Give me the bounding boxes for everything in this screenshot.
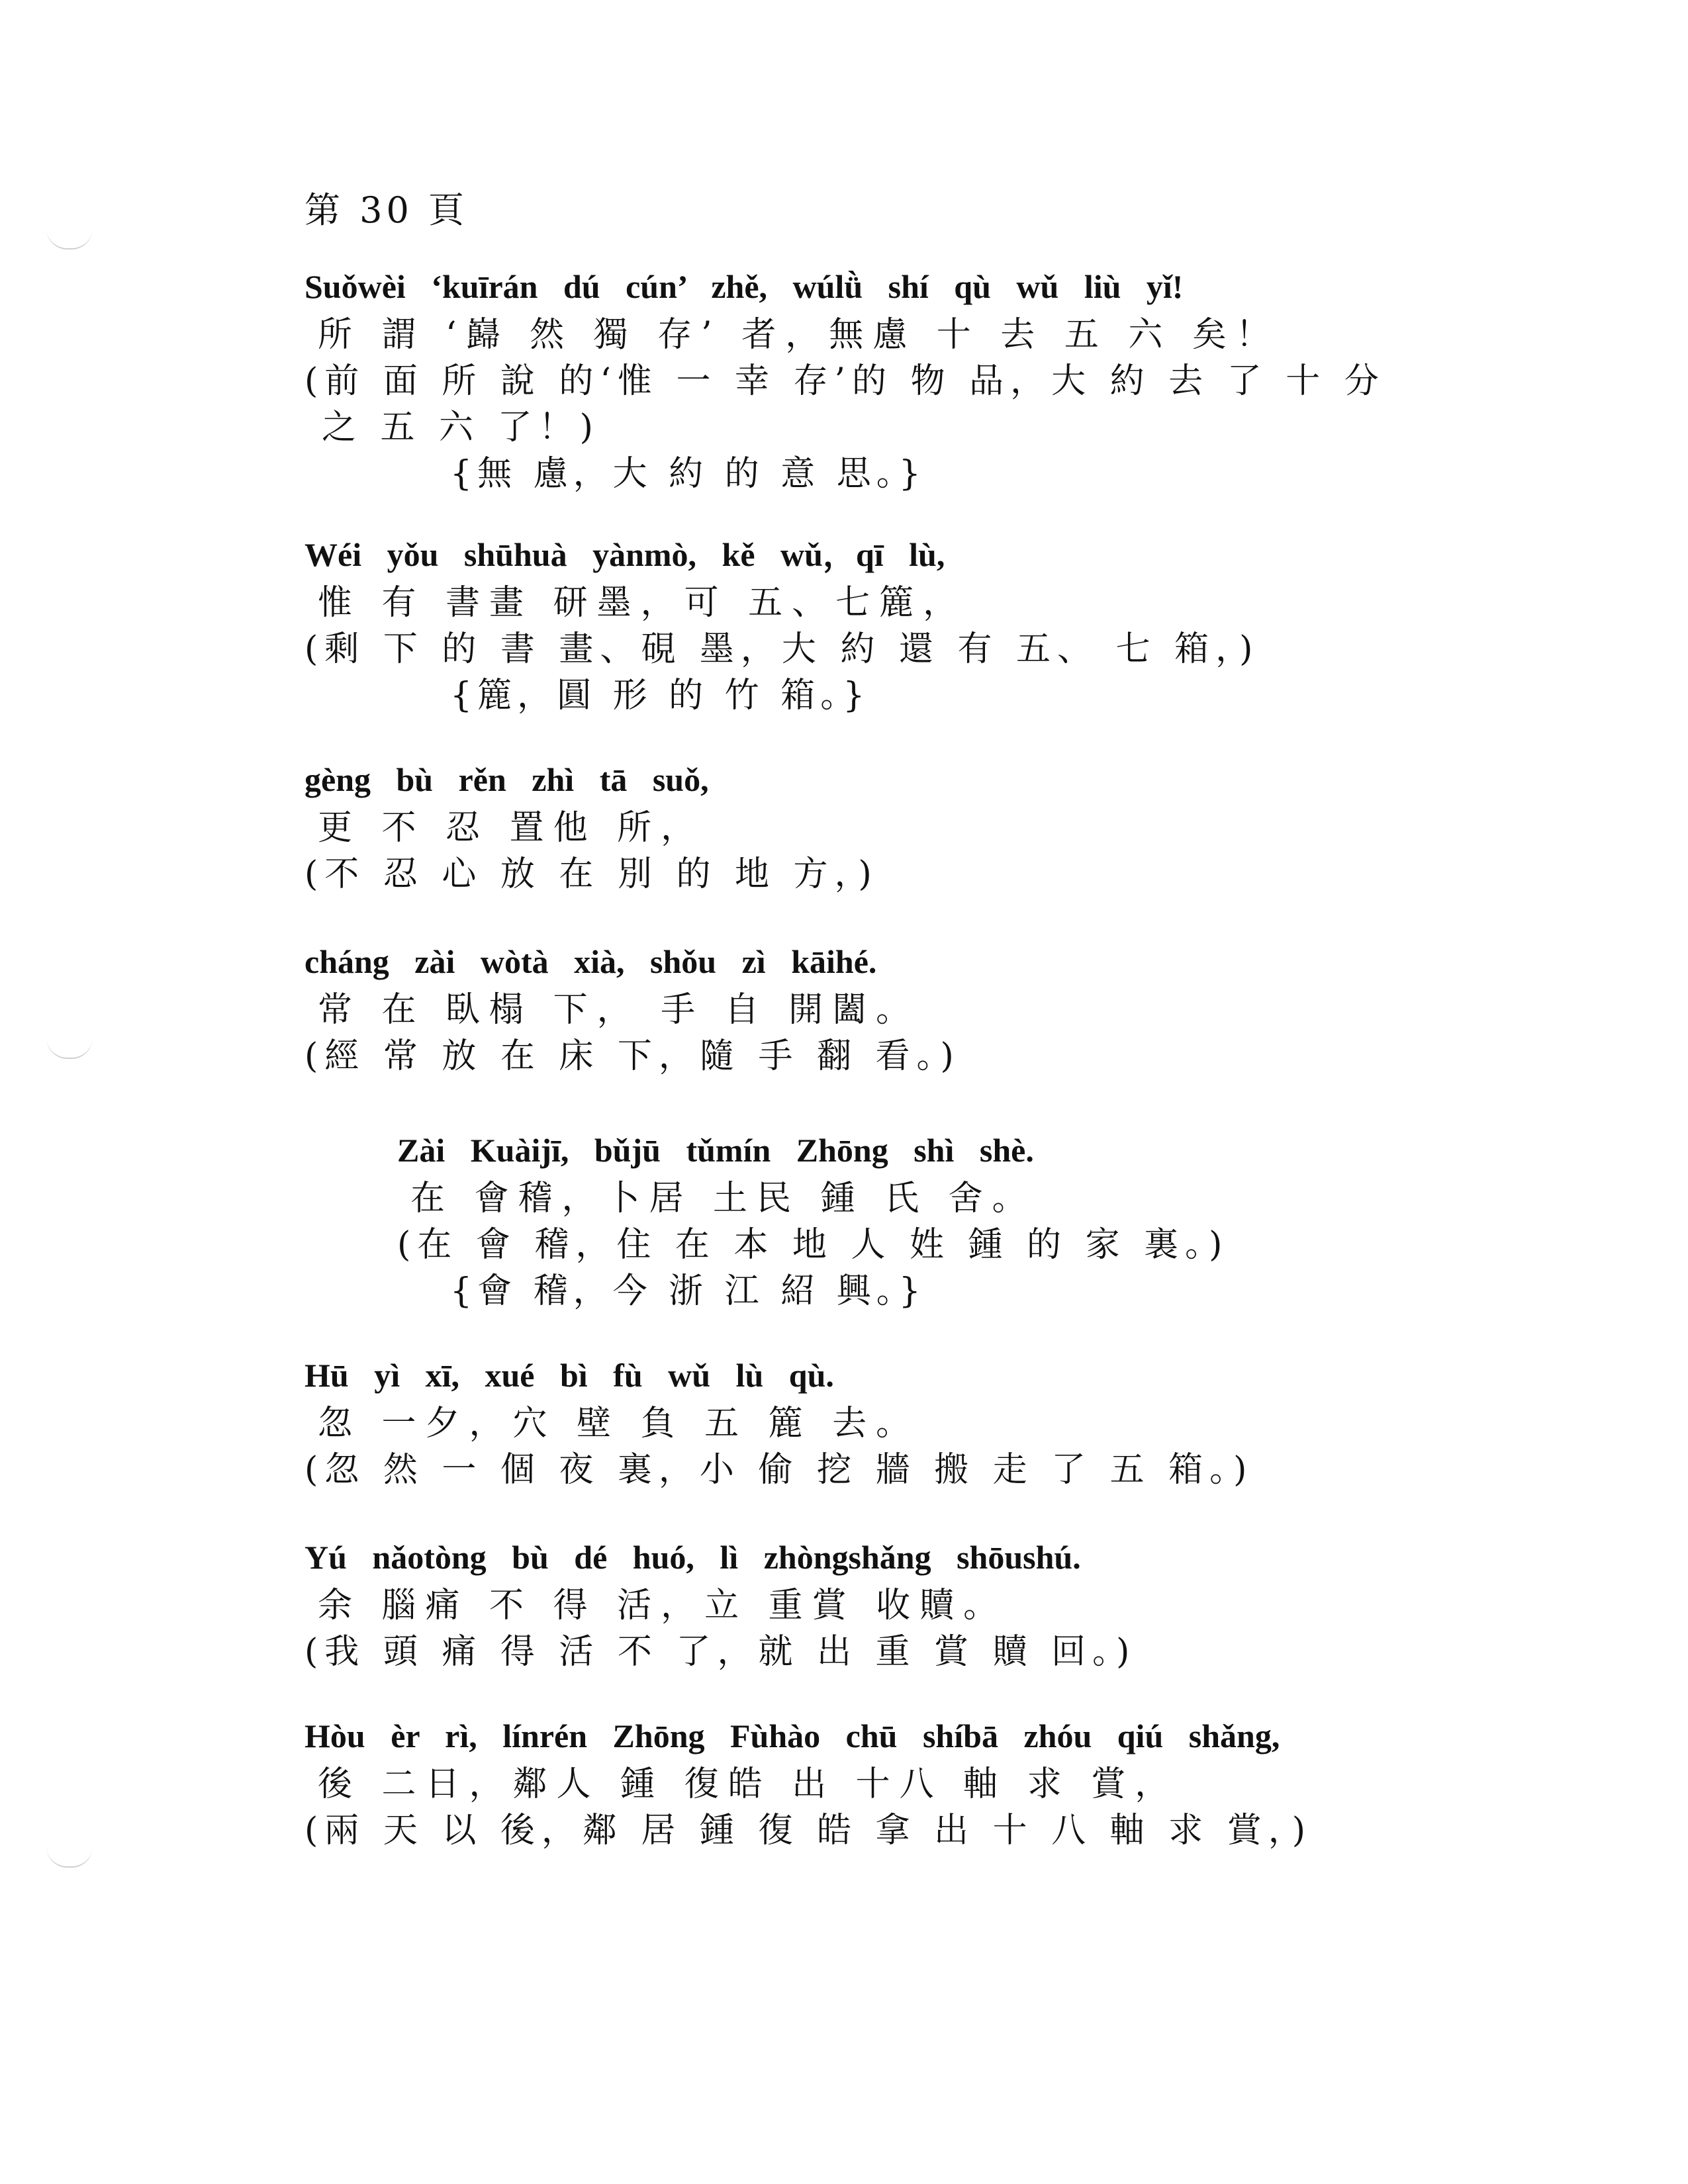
hanzi-line: 後 二日，鄰人 鍾 復皓 出 十八 軸 求 賞， bbox=[318, 1764, 1179, 1804]
pinyin-line: cháng zài wòtà xià, shǒu zì kāihé. bbox=[305, 943, 877, 980]
translation-line: 之 五 六 了！) bbox=[322, 408, 600, 447]
hanzi-line: 忽 一夕，穴 壁 負 五 簏 去。 bbox=[318, 1404, 920, 1443]
verse-block bbox=[305, 1711, 1556, 1854]
pinyin-line: Wéi yǒu shūhuà yànmò, kě wǔ，qī lù, bbox=[305, 536, 945, 573]
annotation-line: {簏，圓 形 的 竹 箱。} bbox=[450, 676, 870, 715]
annotation-line: {無 慮，大 約 的 意 思。} bbox=[450, 454, 926, 494]
verse-block bbox=[397, 1125, 1556, 1314]
pinyin-line: Yú nǎotòng bù dé huó, lì zhòngshǎng shōushú. bbox=[305, 1539, 1081, 1576]
translation-line: (剩 下 的 書 畫、硯 墨，大 約 還 有 五、 七 箱，) bbox=[305, 629, 1260, 669]
annotation-line: {會 稽，今 浙 江 紹 興。} bbox=[450, 1271, 926, 1311]
pinyin-line: Hū yì xī, xué bì fù wǔ lù qù. bbox=[305, 1357, 834, 1394]
verse-block bbox=[305, 261, 1556, 497]
pinyin-line: Suǒwèi ‘kuīrán dú cún’ zhě, wúlǜ shí qù wǔ liù yǐ! bbox=[305, 268, 1184, 305]
translation-line: (忽 然 一 個 夜 裏，小 偷 挖 牆 搬 走 了 五 箱。) bbox=[305, 1450, 1254, 1490]
verse-block bbox=[305, 1532, 1556, 1675]
translation-line: (在 會 稽，住 在 本 地 人 姓 鍾 的 家 裏。) bbox=[397, 1225, 1229, 1265]
binder-hole-mark bbox=[46, 1846, 93, 1868]
pinyin-line: Hòu èr rì, línrén Zhōng Fùhào chū shíbā zhóu qiú shǎng, bbox=[305, 1717, 1280, 1754]
translation-line: (前 面 所 說 的‘惟 一 幸 存’的 物 品，大 約 去 了 十 分 bbox=[305, 361, 1385, 401]
hanzi-line: 所 謂 ‘巋 然 獨 存’ 者，無慮 十 去 五 六 矣！ bbox=[318, 315, 1280, 355]
verse-block bbox=[305, 1350, 1556, 1493]
pinyin-line: Zài Kuàijī, bǔjū tǔmín Zhōng shì shè. bbox=[397, 1132, 1034, 1169]
binder-hole-mark bbox=[46, 1038, 93, 1059]
hanzi-line: 余 腦痛 不 得 活，立 重賞 收贖。 bbox=[318, 1586, 1008, 1625]
page-number-header: 第 30 頁 bbox=[305, 189, 469, 231]
hanzi-line: 更 不 忍 置他 所， bbox=[318, 808, 705, 848]
hanzi-line: 常 在 臥榻 下， 手 自 開闔。 bbox=[318, 990, 920, 1030]
hanzi-line: 惟 有 書畫 研墨，可 五、七簏， bbox=[318, 583, 967, 623]
translation-line: (不 忍 心 放 在 別 的 地 方，) bbox=[305, 854, 878, 894]
translation-line: (經 常 放 在 床 下，隨 手 翻 看。) bbox=[305, 1036, 961, 1076]
hanzi-line: 在 會稽，卜居 土民 鍾 氏 舍。 bbox=[410, 1179, 1036, 1218]
pinyin-line: gèng bù rěn zhì tā suǒ, bbox=[305, 761, 709, 798]
binder-hole-mark bbox=[46, 228, 93, 250]
verse-block bbox=[305, 936, 1556, 1079]
translation-line: (兩 天 以 後，鄰 居 鍾 復 皓 拿 出 十 八 軸 求 賞，) bbox=[305, 1811, 1312, 1850]
translation-line: (我 頭 痛 得 活 不 了，就 出 重 賞 贖 回。) bbox=[305, 1632, 1137, 1672]
verse-block bbox=[305, 754, 1556, 897]
verse-block bbox=[305, 529, 1556, 719]
